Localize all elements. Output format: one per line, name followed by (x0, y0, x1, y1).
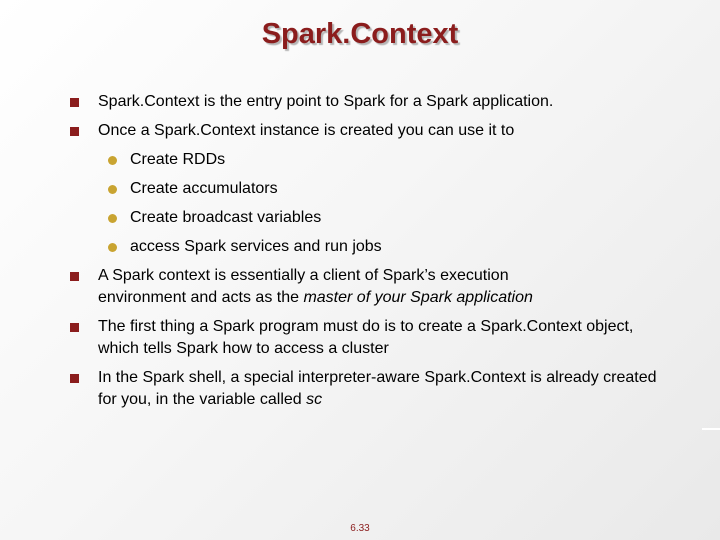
square-bullet-icon (70, 127, 79, 136)
square-bullet-icon (70, 98, 79, 107)
bullet-item-usage (98, 120, 678, 142)
sub-bullet-text: Create accumulators (130, 180, 278, 197)
bullet-emphasis: sc (306, 391, 323, 408)
bullet-item-shell (98, 367, 673, 411)
bullet-text: Once a Spark.Context instance is created you can use it to (98, 122, 515, 139)
bullet-item-entry-point (98, 91, 678, 113)
bullet-text: The first thing a Spark program must do is to create a Spark.Context object, which tells Spark how to access a cluster (98, 318, 634, 357)
circle-bullet-icon (108, 185, 117, 194)
bullet-item-first-thing (98, 316, 658, 360)
bullet-item-client (98, 265, 598, 309)
sub-bullet-item (130, 236, 670, 258)
square-bullet-icon (70, 272, 79, 281)
sub-bullet-item (130, 207, 670, 229)
slide-title: Spark.Context (261, 18, 459, 50)
bullet-text: A Spark context is essentially a client of Spark’s execution environment and acts as the (98, 267, 509, 306)
circle-bullet-icon (108, 156, 117, 165)
sub-bullet-item (130, 149, 670, 171)
page-number: 6.33 (350, 523, 370, 534)
sub-bullet-text: access Spark services and run jobs (130, 238, 382, 255)
sub-bullet-text: Create RDDs (130, 151, 226, 168)
square-bullet-icon (70, 374, 79, 383)
square-bullet-icon (70, 323, 79, 332)
circle-bullet-icon (108, 214, 117, 223)
sub-bullet-item (130, 178, 670, 200)
circle-bullet-icon (108, 243, 117, 252)
bullet-emphasis: master of your Spark application (303, 289, 533, 306)
sub-bullet-text: Create broadcast variables (130, 209, 322, 226)
bullet-text: In the Spark shell, a special interpreter-aware Spark.Context is already created for you, in the variable called (98, 369, 657, 408)
edge-decoration (702, 428, 720, 430)
bullet-text: Spark.Context is the entry point to Spark for a Spark application. (98, 93, 554, 110)
